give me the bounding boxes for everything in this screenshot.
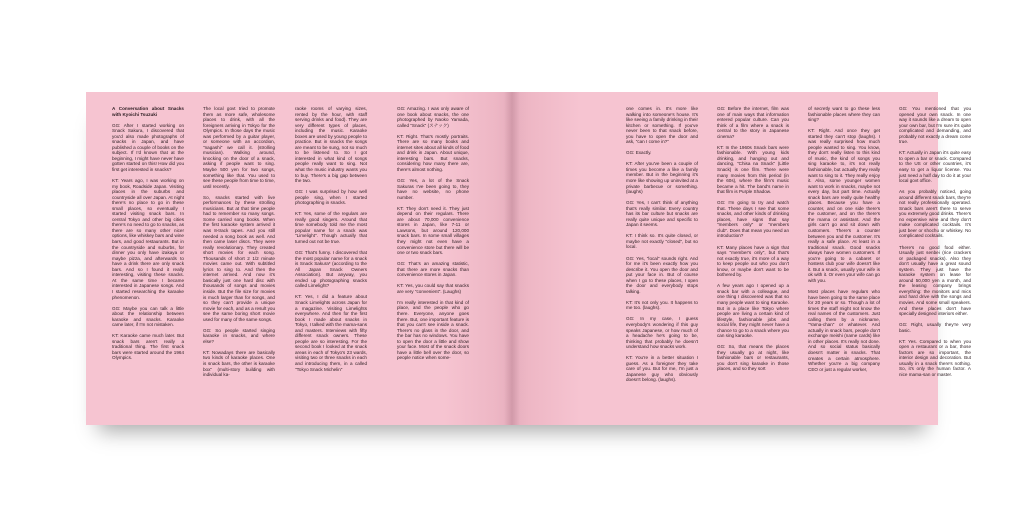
paragraph: GG: Maybe you can talk a little about the relationship between karaoke and snacks. Karaoke came later, if I'm not mistaken. bbox=[112, 305, 184, 328]
paragraph: As you probably noticed, going around different snack bars, they're not really professionally operated. Snack bars aren't there to serve you extremely good drinks. There's no expensive wine and they don't make complicated cocktails. It's just beer or shochu or whiskey. No complicated cocktails. bbox=[899, 189, 971, 239]
paragraph: KT: After you've been a couple of times you become a like a family member. But in the beginning it's more like showing up uninvited at a private barbecue or something. (laughs) bbox=[626, 161, 698, 195]
paragraph: KT: Yes, some of the regulars are really good singers. Around that time somebody told me the most popular name for a snack was "Limelight". Though actually that turned out not be true. bbox=[295, 211, 367, 245]
text-column-4 bbox=[397, 106, 469, 414]
paragraph: KT: Yes, I did a feature about Snack Limelights across Japan for a magazine. Visiting Limelights everywhere. And then for the first book I made about snacks in Tokyo, I talked with the mama-sans and masters. Interviews with fifty different snack owners. These people are so interesting. For the second book I looked at the snack areas in each of Tokyo's 23 wards, visiting two or three snacks in each and introducing them, in a called "Tokyo Snack Michelin" bbox=[295, 294, 367, 372]
text-column-8 bbox=[899, 106, 971, 414]
text-column-5 bbox=[626, 106, 698, 414]
article-title: A Conversation about Snacks with Kyoichi Tsuzuki bbox=[112, 106, 184, 117]
paragraph: So, snacks started with live performances by these strolling musicians. But at that time people had to remember so many songs. Some carried song books. When the first karaoke system arrived it was 8-track tapes. And you still needed a song book as well. And then came laser discs. They were really revolutionary. They created short movies for each song. Thousands of short 2 1/2 minute movies came out. With subtitled lyrics to sing to. And then the internet arrived. And now it's basically just one hard disc with thousands of songs and movies inside. But the file size for movies is much larger than for songs, and so they can't provide a unique movie for each, and as a result you see the same boring short movie used for many of the same songs. bbox=[203, 194, 275, 322]
paragraph: KT: Nowadays there are basically two kinds of karaoke places. One is snack bars, the other is karaoke box" (multi-story building with individual ka- bbox=[203, 349, 275, 378]
paragraph: GG: I'm going to try and watch that. These days I see that some snacks, and other kinds of drinking places, have signs that say "members only" or "members club". Does that mean you need an introduction? bbox=[717, 200, 789, 239]
paragraph: one comes in. It's more like walking into someone's house. It's like seeing a family drinking in their kitchen or something. If you've never been to that snack before, you have to open the door and ask, "can I come in?" bbox=[626, 106, 698, 145]
paragraph: Most places have regulars who have been going to the same place for 20 years or so. Though a lot of times the staff might not know the real names of the customers. Just calling them by a nickname, "Yama-chan" or whatever. And actually in snack bars, people don't exchange meishi (name cards) like in other places. It's really not done. And so social status basically doesn't matter in snacks. That creates a certain atmosphere. Whether you're a big company CEO or just a regular worker, bbox=[808, 288, 880, 372]
text-column-6 bbox=[717, 106, 789, 414]
paragraph: GG: Right, usually they're very basic. bbox=[899, 322, 971, 333]
paragraph: GG: Yes, "local" sounds right. And for me it's been exactly how you describe it. You open the door and put your face in. But of course when I go to these places, I open the door and everybody stops talking. bbox=[626, 255, 698, 294]
paragraph: KT: Yes, you could say that snacks are very "convenient". (Laughs) bbox=[397, 283, 469, 294]
paragraph: The local govt tried to promote them as more safe, wholesome places to drink, with all the foreigners arriving in Tokyo for the Olympics. In those days the music was performed by a guitar player, or someone with an accordion, "nagashi" we call it. (strolling musician). Walking around, knocking on the door of a snack, asking if people want to sing. Maybe 500 yen for two songs, something like that. You used to see these people from time to time, until recently. bbox=[203, 106, 275, 189]
paragraph: There's no good food either. Usually just senbei (rice crackers or packaged snacks). Also they don't usually have a great sound system. They just have the karaoke system on lease for around 50,000 yen a month, and the leasing company brings everything: the monitors and mics and hard drive with the songs and movies. And some small speakers. And these places don't have specially designed interiors either. bbox=[899, 244, 971, 317]
paragraph: KT: They don't need it. They just depend on their regulars. There are about 70,000 convenience stores in Japan, like 7-11 or Lawsons, but around 120,000 snack bars. In some small villages they might not even have a convenience store but there will be one or two snack bars. bbox=[397, 205, 469, 256]
paragraph: KT: Many places have a sign that says "member's only", but that's not exactly true, it's more of a way to keep people out who you don't know, or maybe don't want to be bothered by. bbox=[717, 244, 789, 278]
paragraph: KT: Actually in Japan it's quite easy to open a bar or snack. Compared to the US or other countries, it's easy to get a liquor license. You just need a half day to do it at your local govt office. bbox=[899, 150, 971, 184]
paragraph: GG: Amazing. I was only aware of one book about snacks, the one photographed by Naoko Yamada, called "Snack" (スナック) bbox=[397, 106, 469, 128]
paragraph: I'm really interested in that kind of place, and the people who go there. Everyone, anyone goes there. But, one important feature is that you can't see inside a snack. There's no glass in the door, and the bar has no windows. You have to open the door a little and show your face. Most of the snack doors have a little bell over the door, so people notice when some- bbox=[397, 299, 469, 361]
left-page bbox=[86, 92, 512, 425]
paragraph: GG: So, that means the places they usually go at night, like fashionable bars or restaurants, you don't sing karaoke in those places, and so they sort bbox=[717, 344, 789, 372]
text-column-1 bbox=[112, 106, 184, 414]
paragraph: GG: That's funny. I discovered that the most popular name for a snack is Snack Sakura* (according to the All Japan Snack Owners Association). But anyway, you ended up photographing snacks called Limelight? bbox=[295, 250, 367, 289]
paragraph: KT: I think so. It's quite closed, or maybe not exactly "closed", but so local. bbox=[626, 233, 698, 250]
paragraph: KT: In the 1960s Snack bars were fashionable. With young kids drinking, and hanging out and dancing, "Chisa na Snack" (Little Snack) is one film. There were many movies from this period (in the 60s), where the film's music became a hit. The band's name in that film is Purple Shadow. bbox=[717, 144, 789, 195]
paragraph: GG: In my case, I guess everybody's wondering if this guy speaks Japanese, or how much of a headache he's going to be, thinking that probably he doesn't understand how snacks work. bbox=[626, 316, 698, 350]
right-page bbox=[512, 92, 971, 425]
paragraph: KT: Years ago, I was working on my book, Roadside Japan. Visiting places in the suburbs and countryside all over Japan. At night there's no place to go in these small places, so eventually I started visiting snack bars. In central Tokyo and other big cities there's no need to go to snacks, as there are so many other nicer options, like whiskey bars and wine bars, and good restaurants. But in the countryside and suburbs, for dinner you only have izakaya or maybe pizza, and afterwards to have a drink there are only snack bars. And so I found it really interesting, visiting these snacks. At the same time I became interested in Japanese songs. And I started researching the karaoke phenomenon. bbox=[112, 178, 184, 300]
text-column-3 bbox=[295, 106, 367, 414]
paragraph: KT: Yes. Compared to when you open a restaurant or a bar, those factors are so important, the interior design and decoration. But usually in a snack there's nothing. So, it's only the human factor. A nice mama-san or master. bbox=[899, 338, 971, 378]
paragraph: GG: Yes, I can't think of anything that's really similar. Every country has its bar culture but snacks are really quite unique and specific to Japan it seems. bbox=[626, 200, 698, 228]
paragraph: GG: Yes, a lot of the Snack Sakuras I've been going to, they have no website, no phone number. bbox=[397, 178, 469, 200]
paragraph: GG: Before the internet, film was one of main ways that information entered popular culture. Can you think of a film where a snack is central to the story in Japanese cinema? bbox=[717, 106, 789, 139]
paragraph: GG: You mentioned that you opened your own snack. In one way it sounds like a dream to open your own bar, but I'm sure it's quite complicated and demanding, and probably not exactly a dream come true. bbox=[899, 106, 971, 145]
paragraph: A few years ago I opened up a snack bar with a colleague, and one thing I discovered was that so many people want to sing Karaoke. But in a place like Tokyo where people are living a certain kind of lifestyle, fashionable jobs and social life, they might never have a chance to go to a snack where you can sing karaoke. bbox=[717, 283, 789, 339]
book-spread bbox=[86, 92, 971, 425]
paragraph: raoke rooms of varying sizes, rented by the hour, with staff serving drinks and food). They are very different types of places, including the music. Karaoke boxes are used by young people to practice. But in snacks the songs are meant to be sung, not so much to be listened to. So I got interested in what kind of songs people really want to sing. Not what the music industry wants you to buy. There's a big gap between the two. bbox=[295, 106, 367, 184]
paragraph: GG: After I started working on Snack Sakura, I discovered that you'd also made photographs of snacks in Japan, and have published a couple of books on the subject. If I'd known that at the beginning, I might have never have gotten started on this! How did you first get interested in snacks? bbox=[112, 122, 184, 172]
paragraph: GG: I was surprised by how well people sing, when I started photographing in snacks. bbox=[295, 189, 367, 206]
paragraph: KT: Karaoke came much later. But snack bars aren't really a traditional thing. The first snack bars were started around the 1964 Olympics. bbox=[112, 333, 184, 361]
paragraph: KT: You're in a better situation I guess. As a foreigner they take care of you. But for me, I'm just a Japanese guy who obviously doesn't belong. (laughs). bbox=[626, 355, 698, 383]
paragraph: GG: Exactly. bbox=[626, 150, 652, 156]
text-column-2 bbox=[203, 106, 275, 414]
paragraph: GG: That's an amazing statistic, that there are more snacks than convenience stores in Japan. bbox=[397, 261, 469, 278]
paragraph: KT: Right. And once they get started they can't stop (laughs). I was really surprised how much people wanted to sing. You know, they don't really listen to this kind of music, the kind of songs you sing karaoke to, it's not really fashionable, but actually they really want to sing to it. They really enjoy it. Also, some younger women want to work in snacks, maybe not every day, but part time. Actually snack bars are really quite healthy places. Because you have a counter, and on one side there's the customer, and on the there's the mama or assistant. And the girls can't go and sit down with customers. There's a counter between you and the customer. It's really a safe place. At least in a traditional snack. Good snacks always have women customers. If you're going to a cabaret or hostess club your wife doesn't like it. But a snack, usually your wife is ok with it. Or even your wife can go with you. bbox=[808, 128, 880, 283]
paragraph: of secretly want to go these less fashionable places where they can sing? bbox=[808, 106, 880, 123]
paragraph: GG: So people started singing karaoke in snacks, and where else? bbox=[203, 327, 275, 344]
text-column-7 bbox=[808, 106, 880, 414]
paragraph: KT: Right. That's mostly portraits. There are so many books and internet sites about all kinds of food and drink in Japan. About unique, interesting bars. But snacks, considering how many there are, there's almost nothing. bbox=[397, 133, 470, 172]
paragraph: KT: It's not only you. It happens to me too. (laughs). bbox=[626, 299, 698, 311]
